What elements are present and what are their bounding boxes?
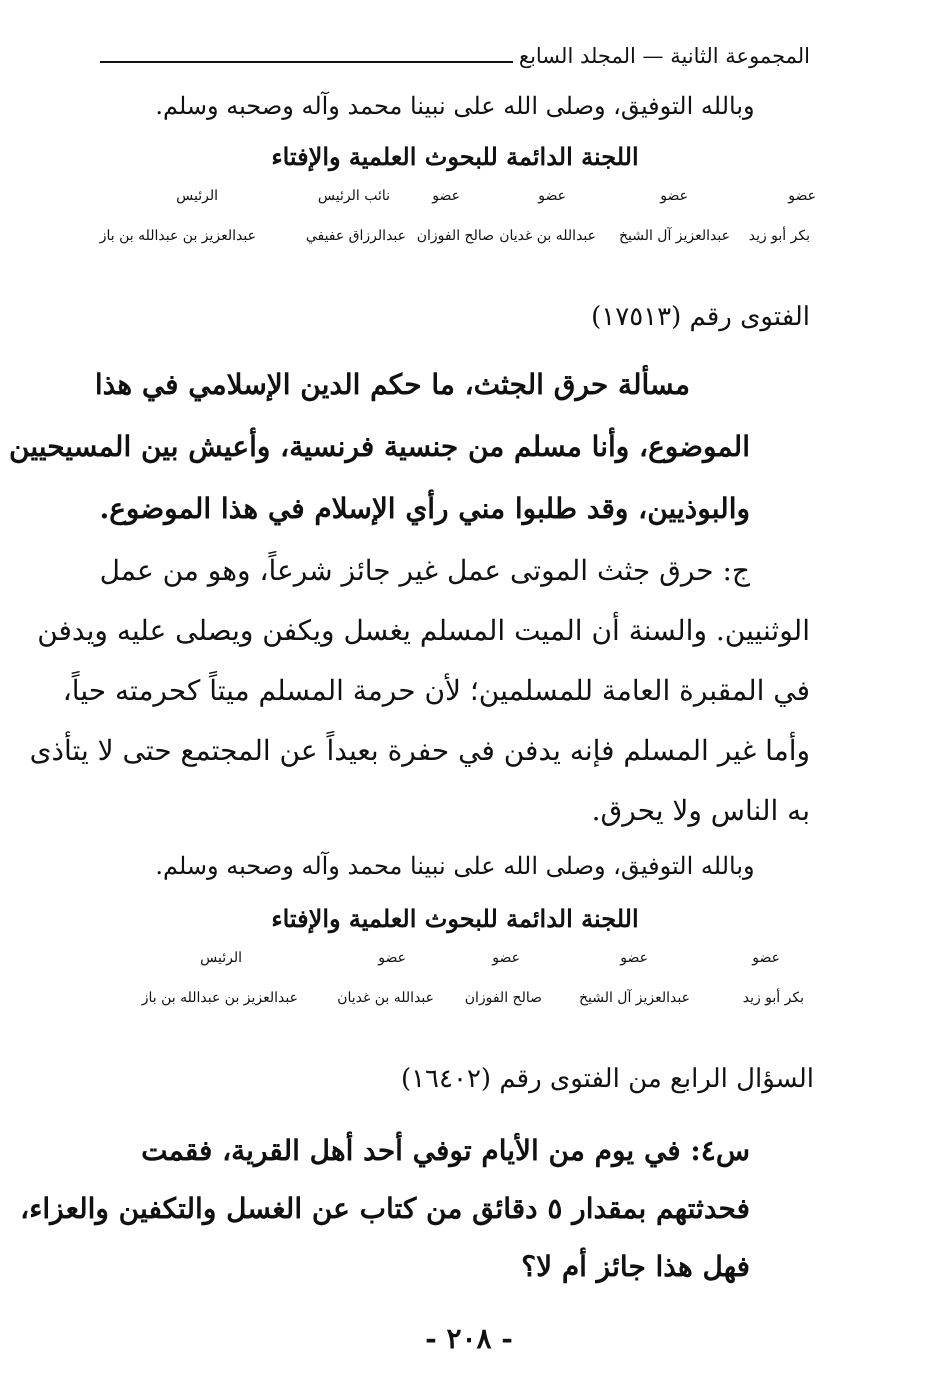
signature-role: الرئيس	[176, 188, 218, 204]
signature-name: عبدالعزيز بن عبدالله بن باز	[141, 990, 298, 1006]
question-line: س٤: في يوم من الأيام توفي أحد أهل القرية، فقمت	[141, 1134, 750, 1167]
answer-line: به الناس ولا يحرق.	[591, 794, 810, 827]
signature-name: عبدالعزيز بن عبدالله بن باز	[99, 228, 256, 244]
header-rule	[100, 61, 513, 63]
running-header-title: المجموعة الثانية — المجلد السابع	[518, 44, 810, 68]
signature-role: نائب الرئيس	[317, 188, 390, 204]
signature-role: عضو	[752, 950, 780, 966]
signature-name: عبدالله بن غديان	[337, 990, 434, 1006]
signature-name: عبدالله بن غديان	[499, 228, 596, 244]
signature-role: عضو	[788, 188, 816, 204]
committee-title-1: اللجنة الدائمة للبحوث العلمية والإفتاء	[271, 142, 639, 171]
answer-line: وأما غير المسلم فإنه يدفن في حفرة بعيداً عن المجتمع حتى لا يتأذى	[29, 734, 810, 767]
question-line: والبوذيين، وقد طلبوا مني رأي الإسلام في هذا الموضوع.	[99, 492, 750, 525]
running-header	[100, 38, 810, 68]
question-line: مسألة حرق الجثث، ما حكم الدين الإسلامي في هذا	[94, 368, 690, 401]
signature-role: عضو	[432, 188, 460, 204]
signature-role: الرئيس	[200, 950, 242, 966]
signature-name: صالح الفوزان	[464, 990, 542, 1006]
signature-role: عضو	[538, 188, 566, 204]
signature-name: بكر أبو زيد	[748, 228, 810, 244]
signature-name: عبدالعزيز آل الشيخ	[618, 228, 730, 244]
page-number: - ٢٠٨ -	[425, 1322, 513, 1355]
signature-role: عضو	[378, 950, 406, 966]
signature-name: عبدالرزاق عفيفي	[305, 228, 406, 244]
fatwa-heading-2: السؤال الرابع من الفتوى رقم (١٦٤٠٢)	[400, 1064, 814, 1094]
committee-title-2: اللجنة الدائمة للبحوث العلمية والإفتاء	[271, 904, 639, 933]
signature-role: عضو	[492, 950, 520, 966]
closing-line-2: وبالله التوفيق، وصلى الله على نبينا محمد وآله وصحبه وسلم.	[155, 852, 755, 880]
question-line: فهل هذا جائز أم لا؟	[521, 1250, 750, 1283]
question-line: الموضوع، وأنا مسلم من جنسية فرنسية، وأعيش بين المسيحيين	[9, 430, 750, 463]
fatwa-heading-1: الفتوى رقم (١٧٥١٣)	[591, 302, 810, 332]
signature-name: عبدالعزيز آل الشيخ	[578, 990, 690, 1006]
answer-line: في المقبرة العامة للمسلمين؛ لأن حرمة المسلم ميتاً كحرمته حياً،	[62, 674, 810, 707]
signature-name: بكر أبو زيد	[742, 990, 804, 1006]
answer-line: ج: حرق جثث الموتى عمل غير جائز شرعاً، وهو من عمل	[99, 554, 750, 587]
question-line: فحدثتهم بمقدار ٥ دقائق من كتاب عن الغسل والتكفين والعزاء،	[20, 1192, 750, 1225]
signature-role: عضو	[660, 188, 688, 204]
signature-role: عضو	[620, 950, 648, 966]
signature-name: صالح الفوزان	[416, 228, 494, 244]
answer-line: الوثنيين. والسنة أن الميت المسلم يغسل ويكفن ويصلى عليه ويدفن	[37, 614, 810, 647]
closing-line-1: وبالله التوفيق، وصلى الله على نبينا محمد وآله وصحبه وسلم.	[155, 92, 755, 120]
